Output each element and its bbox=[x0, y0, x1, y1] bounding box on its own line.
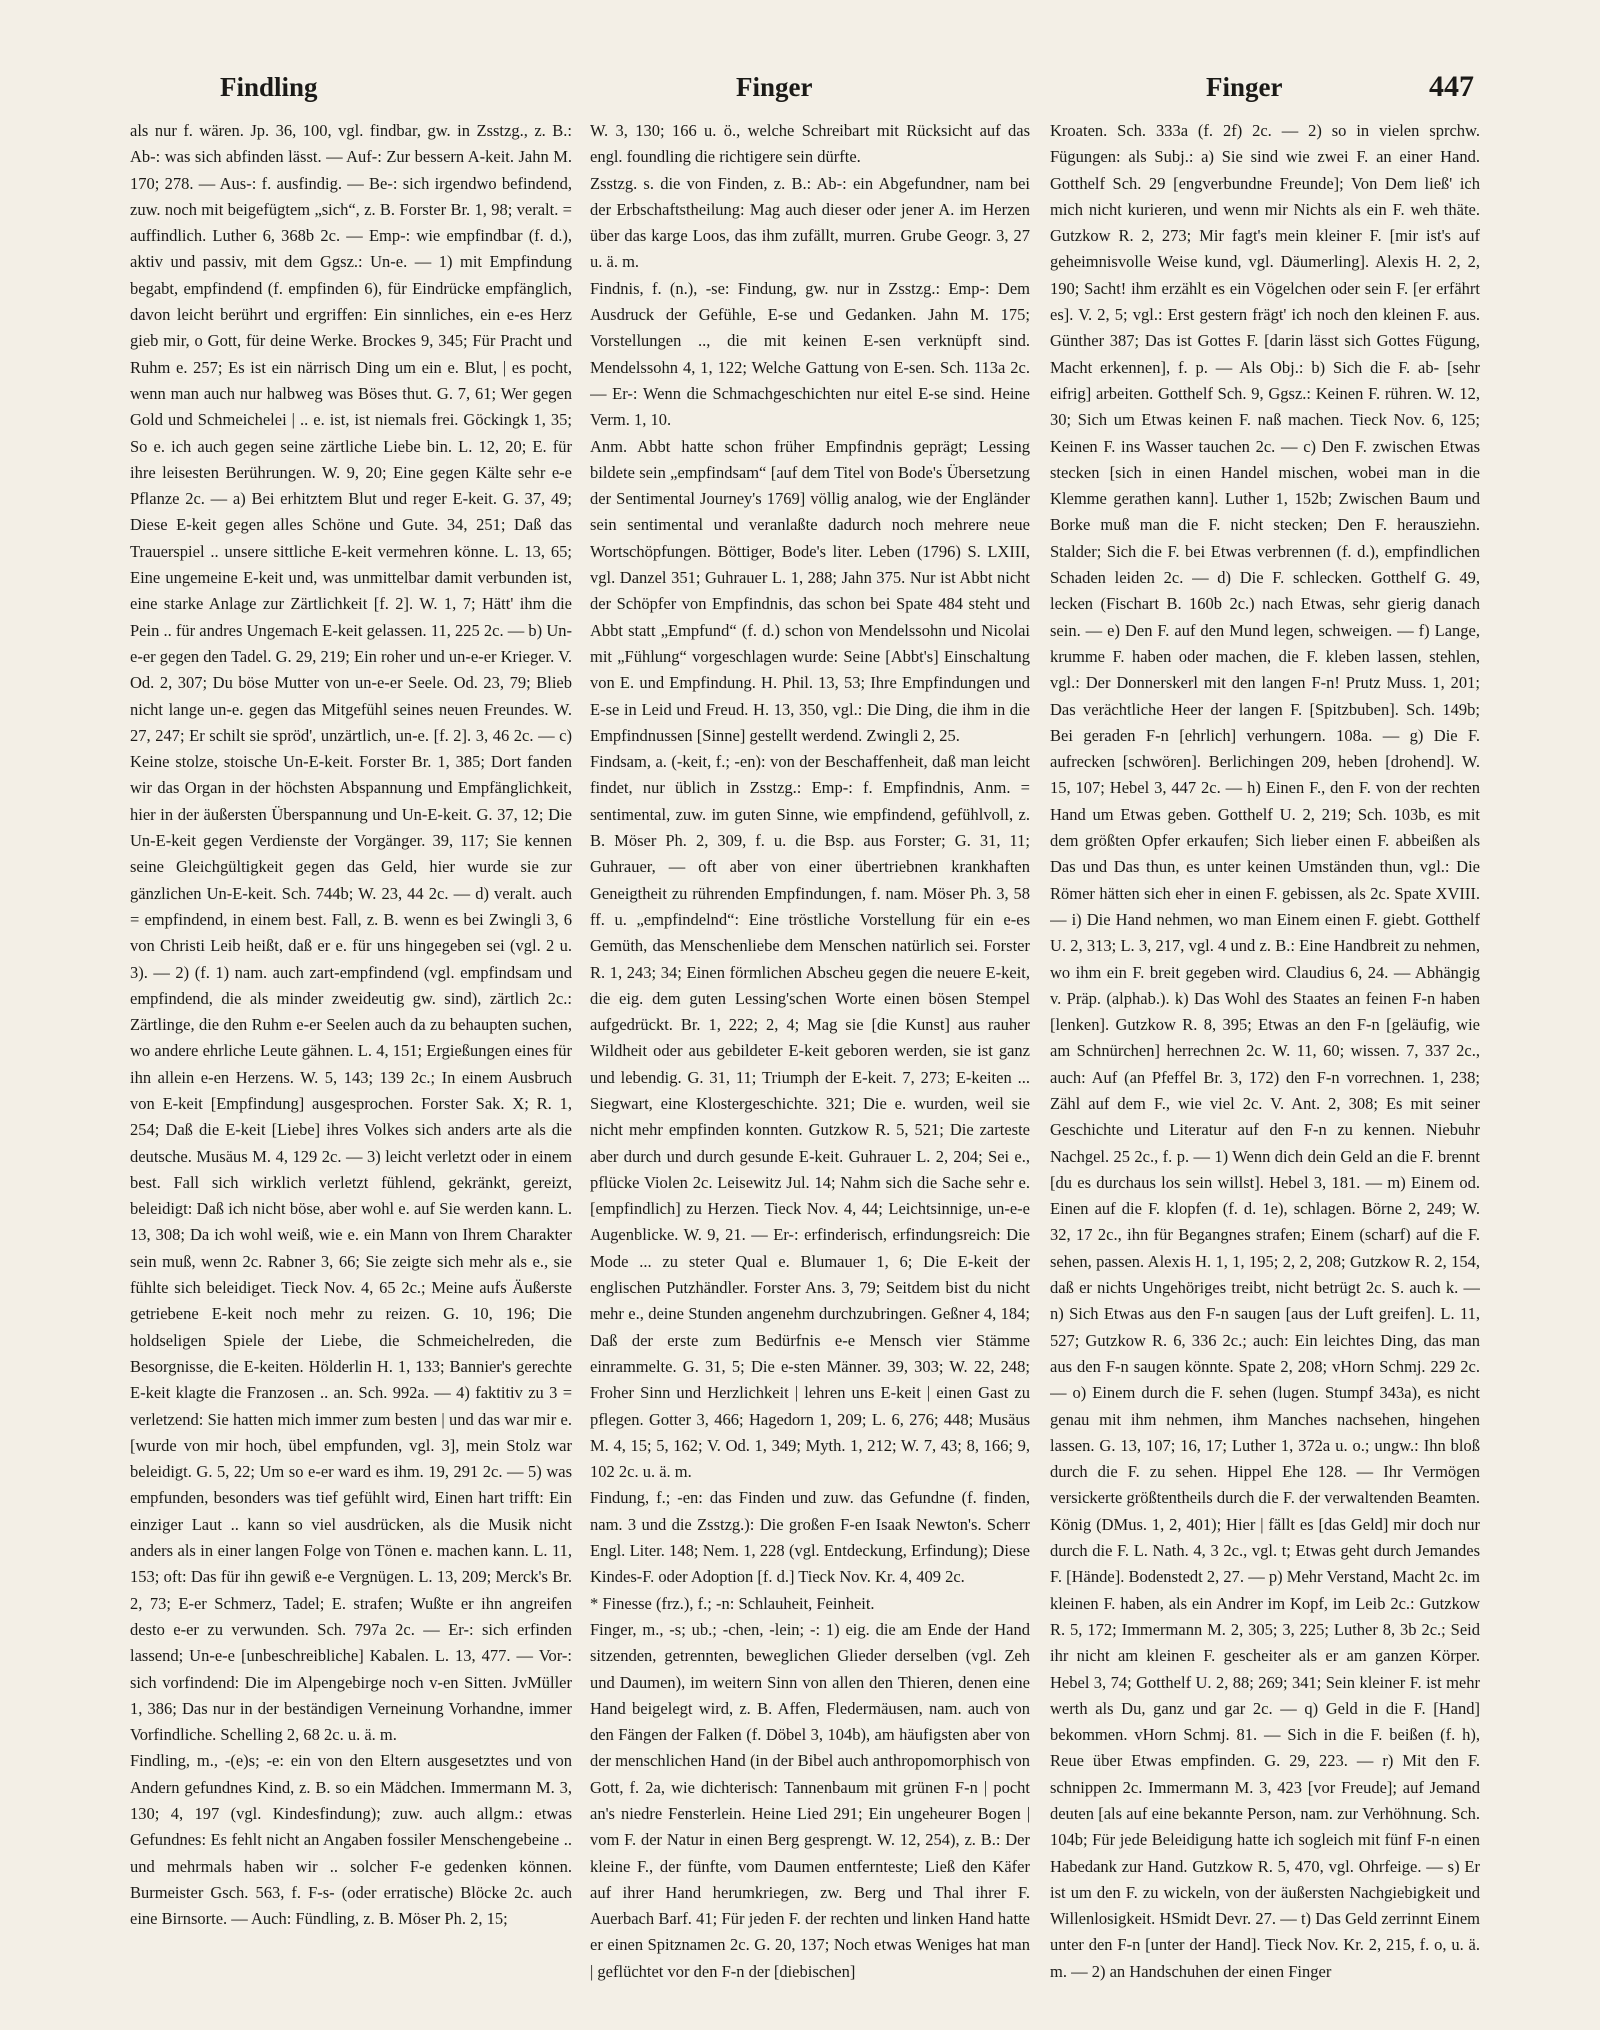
entry-text: als nur f. wären. Jp. 36, 100, vgl. findbar, gw. in Zsstzg., z. B.: Ab-: was sich abfinden lässt. — Auf-: Zur bessern A-keit. Jahn M. 170; 278. — Aus-: f. ausfindig. — Be-: sich irgendwo befindend, zuw. noch mit beigefügtem „sich“, z. B. Forster Br. 1, 98; veralt. = auffindlich. Luther 6, 368b 2c. — Emp-: wie empfindbar (f. d.), aktiv und passiv, mit dem Ggsz.: Un-e. — 1) mit Empfindung begabt, empfindend (f. empfinden 6), für Eindrücke empfänglich, davon leicht berührt und ergriffen: Ein sinnliches, ein e-es Herz gieb mir, o Gott, für deine Werke. Brockes 9, 345; Für Pracht und Ruhm e. 257; Es ist ein närrisch Ding um ein e. Blut, | es pocht, wenn man auch nur halbweg was Böses thut. G. 7, 61; Wer gegen Gold und Schmeichelei | .. e. ist, ist niemals frei. Göckingk 1, 35; So e. ich auch gegen seine zärtliche Liebe bin. L. 12, 20; E. für ihre leisesten Berührungen. W. 9, 20; Eine gegen Kälte sehr e-e Pflanze 2c. — a) Bei erhitztem Blut und reger E-keit. G. 37, 49; Diese E-keit gegen alles Schöne und Gute. 34, 251; Daß das Trauerspiel .. unsere sittliche E-keit vermehren könne. L. 13, 65; Eine ungemeine E-keit und, was unmittelbar damit verbunden ist, eine starke Anlage zur Zärtlichkeit [f. 2]. W. 1, 7; Hätt' ihm die Pein .. für andres Ungemach E-keit gelassen. 11, 225 2c. — b) Un-e-er gegen den Tadel. G. 29, 219; Ein roher und un-e-er Krieger. V. Od. 2, 307; Du böse Mutter von un-e-er Seele. Od. 23, 79; Blieb nicht lange un-e. gegen das Mitgefühl seines neuen Freundes. W. 27, 247; Er schilt sie spröd', unzärtlich, un-e. [f. 2]. 3, 46 2c. — c) Keine stolze, stoische Un-E-keit. Forster Br. 1, 385; Dort fanden wir das Organ in der höchsten Abspannung und Empfänglichkeit, hier in der äußersten Überspannung und Un-E-keit. G. 37, 12; Die Un-E-keit gegen Verdienste der Vorgänger. 39, 117; Sie kennen seine Gleichgültigkeit gegen das Geld, hier wurde sie zur gänzlichen Un-E-keit. Sch. 744b; W. 23, 44 2c. — d) veralt. auch = empfindend, in einem best. Fall, z. B. wenn es bei Zwingli 3, 6 von Christi Leib heißt, daß er e. für uns hingegeben sei (vgl. 2 u. 3). — 2) (f. 1) nam. auch zart-empfindend (vgl. empfindsam und empfindend, die als minder zweideutig gw. sind), zärtlich 2c.: Zärtlinge, die den Ruhm e-er Seelen auch da zu behaupten suchen, wo andere ehrliche Leute gähnen. L. 4, 151; Ergießungen eines für ihn allein e-en Herzens. W. 5, 143; 139 2c.; In einem Ausbruch von E-keit [Empfindung] ausgesprochen. Forster Sak. X; R. 1, 254; Daß die E-keit [Liebe] ihres Volkes sich anders arte als die deutsche. Musäus M. 4, 129 2c. — 3) leicht verletzt oder in einem best. Fall sich wirklich verletzt fühlend, gekränkt, gereizt, beleidigt: Daß ich nicht böse, aber wohl e. auf Sie werden kann. L. 13, 308; Da ich wohl weiß, wie e. ein Mann von Ihrem Charakter sein muß, wenn 2c. Rabner 3, 66; Sie zeigte sich mehr als e., sie fühlte sich beleidiget. Tieck Nov. 4, 65 2c.; Meine aufs Äußerste getriebene E-keit noch mehr zu reizen. G. 10, 196; Die holdseligen Spiele der Liebe, die Schmeichelreden, die Besorgnisse, die E-keiten. Hölderlin H. 1, 133; Bannier's gerechte E-keit klagte die Franzosen .. an. Sch. 992a. — 4) faktitiv zu 3 = verletzend: Sie hatten mich immer zum besten | und das war mir e. [wurde von mir hoch, übel empfunden, vgl. 3], mein Stolz war beleidigt. G. 5, 22; Um so e-er ward es ihm. 19, 291 2c. — 5) was empfunden, besonders was tief gefühlt wird, Einen hart trifft: Ein einziger Laut .. kann so viel ausdrücken, als die Musik nicht anders als in einer langen Folge von Tönen e. machen kann. L. 11, 153; oft: Das für ihn gewiß e-e Vergnügen. L. 13, 209; Merck's Br. 2, 73; E-er Schmerz, Tadel; E. strafen; Wußte er ihn angreifen desto e-er zu verwunden. Sch. 797a 2c. — Er-: sich erfinden lassend; Un-e-e [unbeschreibliche] Kabalen. L. 13, 477. — Vor-: sich vorfindend: Die im Alpengebirge noch v-en Sitten. JvMüller 1, 386; Das nur in der beständigen Verneinung Vorhandne, immer Vorfindliche. Schelling 2, 68 2c. u. ä. m. bbox=[130, 121, 572, 1745]
entry-text: Kroaten. Sch. 333a (f. 2f) 2c. — 2) so in vielen sprchw. Fügungen: als Subj.: a) Sie sind wie zwei F. an einer Hand. Gotthelf Sch. 29 [engverbundne Freunde]; Von Dem ließ' ich mich nicht kurieren, und wenn mir Nichts als ein F. weh thäte. Gutzkow R. 2, 273; Mir fagt's mein kleiner F. [mir ist's auf geheimnisvolle Weise kund, vgl. Däumerling]. Alexis H. 2, 2, 190; Sacht! ihm erzählt es ein Vögelchen oder sein F. [er erfährt es]. V. 2, 5; vgl.: Erst gestern frägt' ich noch den kleinen F. aus. Günther 387; Das ist Gottes F. [darin lässt sich Gottes Fügung, Macht erkennen], f. p. — Als Obj.: b) Sich die F. ab- [sehr eifrig] arbeiten. Gotthelf Sch. 9, Ggsz.: Keinen F. rühren. W. 12, 30; Sich um Etwas keinen F. naß machen. Tieck Nov. 6, 125; Keinen F. ins Wasser tauchen 2c. — c) Den F. zwischen Etwas stecken [sich in einen Handel mischen, wobei man in die Klemme gerathen kann]. Luther 1, 152b; Zwischen Baum und Borke muß man die F. nicht stecken; Den F. herausziehn. Stalder; Sich die F. bei Etwas verbrennen (f. d.), empfindlichen Schaden leiden 2c. — d) Die F. schlecken. Gotthelf G. 49, lecken (Fischart B. 160b 2c.) nach Etwas, sehr gierig danach sein. — e) Den F. auf den Mund legen, schweigen. — f) Lange, krumme F. haben oder machen, die F. kleben lassen, stehlen, vgl.: Der Donnerskerl mit den langen F-n! Prutz Muss. 1, 201; Das verächtliche Heer der langen F. [Spitzbuben]. Sch. 149b; Bei geraden F-n [ehrlich] verhungern. 108a. — g) Die F. aufrecken [schwören]. Berlichingen 209, heben [drohend]. W. 15, 107; Hebel 3, 447 2c. — h) Einen F., den F. von der rechten Hand um Etwas geben. Gotthelf U. 2, 219; Sch. 103b, es mit dem größten Opfer erkaufen; Sich lieber einen F. abbeißen als Das und Das thun, es unter keinen Umständen thun, vgl.: Die Römer hätten sich eher in einen F. gebissen, als 2c. Spate XVIII. — i) Die Hand nehmen, wo man Einem einen F. giebt. Gotthelf U. 2, 313; L. 3, 217, vgl. 4 und z. B.: Eine Handbreit zu nehmen, wo ihm ein F. breit gegeben wird. Claudius 6, 24. — Abhängig v. Präp. (alphab.). k) Das Wohl des Staates an feinen F-n haben [lenken]. Gutzkow R. 8, 395; Etwas an den F-n [geläufig, wie am Schnürchen] herrechnen 2c. W. 11, 60; wissen. 7, 337 2c., auch: Auf (an Pfeffel Br. 3, 172) den F-n vorrechnen. 1, 238; Zähl auf dem F., wie viel 2c. V. Ant. 2, 308; Es mit seiner Geschichte und Literatur auf den F-n zu kennen. Niebuhr Nachgel. 25 2c., f. p. — 1) Wenn dich dein Geld an die F. brennt [du es durchaus los sein willst]. Hebel 3, 181. — m) Einem od. Einen auf die F. klopfen (f. d. 1e), schlagen. Börne 2, 249; W. 32, 17 2c., ihn für Begangnes strafen; Einem (scharf) auf die F. sehen, passen. Alexis H. 1, 1, 195; 2, 2, 208; Gutzkow R. 2, 154, daß er nichts Ungehöriges treibt, nicht betrügt 2c. S. auch k. — n) Sich Etwas aus den F-n saugen [aus der Luft greifen]. L. 11, 527; Gutzkow R. 6, 336 2c.; auch: Ein leichtes Ding, das man aus den F-n saugen könnte. Spate 2, 208; vHorn Schmj. 229 2c. — o) Einem durch die F. sehen (lugen. Stumpf 343a), es nicht genau mit ihm nehmen, ihm Manches nachsehen, hingehen lassen. G. 13, 107; 16, 17; Luther 1, 372a u. o.; ungw.: Ihn bloß durch die F. zu sehen. Hippel Ehe 128. — Ihr Vermögen versickerte größtentheils durch die F. der verwaltenden Beamten. König (DMus. 1, 2, 401); Hier | fällt es [das Geld] mir doch nur durch die F. L. Nath. 4, 3 2c., vgl. t; Etwas geht durch Jemandes F. [Hände]. Bodenstedt 2, 27. — p) Mehr Verstand, Macht 2c. im kleinen F. haben, als ein Andrer im Kopf, im Leib 2c.: Gutzkow R. 5, 172; Immermann M. 2, 305; 3, 225; Luther 8, 3b 2c.; Seid ihr nicht am kleinen F. gescheiter als er am ganzen Körper. Hebel 3, 74; Gotthelf U. 2, 88; 269; 341; Sein kleiner F. ist mehr werth als Du, ganz und gar 2c. — q) Geld in die F. [Hand] bekommen. vHorn Schmj. 81. — Sich in die F. beißen (f. h), Reue über Etwas empfinden. G. 29, 223. — r) Mit den F. schnippen 2c. Immermann M. 3, 423 [vor Freude]; auf Jemand deuten [als auf eine bekannte Person, nam. zur Verhöhnung. Sch. 104b; Für jede Beleidigung hatte ich sogleich mit fünf F-n einen Habedank zur Hand. Gutzkow R. 5, 470, vgl. Ohrfeige. — s) Er ist um den F. zu wickeln, von der äußersten Nachgiebigkeit und Willenlosigkeit. HSmidt Devr. 27. — t) Das Geld zerrinnt Einem unter den F-n [unter der Hand]. Tieck Nov. Kr. 2, 215, f. o, u. ä. m. — 2) an Handschuhen der einen Finger bbox=[1050, 121, 1480, 1981]
running-head-left: Findling bbox=[220, 72, 318, 102]
entry-findnis: Findnis, f. (n.), -se: Findung, gw. nur in Zsstzg.: Emp-: Dem Ausdruck der Gefühle, E-se und Gedanken. Jahn M. 175; Vorstellungen .., die mit keinen E-sen verknüpft sind. Mendelssohn 4, 1, 122; Welche Gattung von E-sen. Sch. 113a 2c. — Er-: Wenn die Schmachgeschichten nur eitel E-se sind. Heine Verm. 1, 10. bbox=[590, 278, 1030, 430]
column-2 bbox=[590, 118, 1030, 1998]
running-head-middle: Finger bbox=[736, 72, 813, 102]
page-number: 447 bbox=[1429, 70, 1474, 103]
page-header bbox=[134, 70, 1474, 110]
entry-findling: Findling, m., -(e)s; -e: ein von den Eltern ausgesetztes und von Andern gefundnes Kind, z. B. so ein Mädchen. Immermann M. 3, 130; 4, 197 (vgl. Kindesfindung); zuw. auch allgm.: etwas Gefundnes: Es fehlt nicht an Angaben fossiler Menschengebeine .. und mehrmals haben wir .. solcher F-e gedenken können. Burmeister Gsch. 563, f. F-s- (oder erratische) Blöcke 2c. auch eine Birnsorte. — Auch: Fündling, z. B. Möser Ph. 2, 15; bbox=[130, 1751, 572, 1929]
entry-finger: Finger, m., -s; ub.; -chen, -lein; -: 1) eig. die am Ende der Hand sitzenden, getrennten, beweglichen Glieder derselben (vgl. Zeh und Daumen), im weitern Sinn von allen den Thieren, denen eine Hand beigelegt wird, z. B. Affen, Fledermäusen, nam. auch von den Fängen der Falken (f. Döbel 3, 104b), am häufigsten aber von der menschlichen Hand (in der Bibel auch anthropomorphisch von Gott, f. 2a, wie dichterisch: Tannenbaum mit grünen F-n | pocht an's niedre Fensterlein. Heine Lied 291; Ein ungeheurer Bogen | vom F. der Natur in einen Berg gesprengt. W. 12, 254), z. B.: Der kleine F., der fünfte, vom Daumen entfernteste; Ließ den Käfer auf ihrer Hand herumkriegen, zw. Berg und Thal ihrer F. Auerbach Barf. 41; Für jeden F. der rechten und linken Hand hatte er einen Spitznamen 2c. G. 20, 137; Noch etwas Weniges hat man | geflüchtet vor den F-n der [diebischen] bbox=[590, 1619, 1030, 1981]
entry-finesse: * Finesse (frz.), f.; -n: Schlauheit, Feinheit. bbox=[590, 1593, 875, 1613]
entry-findung: Findung, f.; -en: das Finden und zuw. das Gefundne (f. finden, nam. 3 und die Zsstzg.): Die großen F-en Isaak Newton's. Scherr Engl. Liter. 148; Nem. 1, 228 (vgl. Entdeckung, Erfindung); Diese Kindes-F. oder Adoption [f. d.] Tieck Nov. Kr. 4, 409 2c. bbox=[590, 1488, 1030, 1587]
entry-text: Zsstzg. s. die von Finden, z. B.: Ab-: ein Abgefundner, nam bei der Erbschaftstheilung: Mag auch dieser oder jener A. im Herzen über das karge Loos, das ihm zufällt, murren. Grube Geogr. 3, 27 u. ä. m. bbox=[590, 173, 1030, 272]
entry-text: W. 3, 130; 166 u. ö., welche Schreibart mit Rücksicht auf das engl. foundling die richtigere sein dürfte. bbox=[590, 121, 1030, 167]
running-head-right: Finger bbox=[1206, 72, 1283, 102]
entry-note: Anm. Abbt hatte schon früher Empfindnis geprägt; Lessing bildete sein „empfindsam“ [auf dem Titel von Bode's Übersetzung der Sentimental Journey's 1769] völlig analog, wie der Engländer sein sentimental und veranlaßte dadurch noch mehrere neue Wortschöpfungen. Böttiger, Bode's liter. Leben (1796) S. LXIII, vgl. Danzel 351; Guhrauer L. 1, 288; Jahn 375. Nur ist Abbt nicht der Schöpfer von Empfindnis, das schon bei Spate 484 steht und Abbt statt „Empfund“ (f. d.) schon von Mendelssohn und Nicolai mit „Fühlung“ vorgeschlagen wurde: Seine [Abbt's] Einschaltung von E. und Empfindung. H. Phil. 13, 53; Ihre Empfindungen und E-se in Leid und Freud. H. 13, 350, vgl.: Die Ding, die ihm in die Empfindnussen [Sinne] gestellt werdend. Zwingli 2, 25. bbox=[590, 436, 1030, 745]
entry-findsam: Findsam, a. (-keit, f.; -en): von der Beschaffenheit, daß man leicht findet, nur üblich in Zsstzg.: Emp-: f. Empfindnis, Anm. = sentimental, zuw. im guten Sinne, wie empfindend, gefühlvoll, z. B. Möser Ph. 2, 309, f. u. die Bsp. aus Forster; G. 31, 11; Guhrauer, — oft aber von einer übertriebnen krankhaften Geneigtheit zu rührenden Empfindungen, f. nam. Möser Ph. 3, 58 ff. u. „empfindelnd“: Eine tröstliche Vorstellung für ein e-es Gemüth, das Menschenliebe dem Menschen natürlich sei. Forster R. 1, 243; 34; Einen förmlichen Abscheu gegen die neuere E-keit, die eig. dem guten Lessing'schen Worte einen bösen Stempel aufgedrückt. Br. 1, 222; 2, 4; Mag sie [die Kunst] aus rauher Wildheit oder aus gebildeter E-keit geboren werden, sie ist ganz und lebendig. G. 31, 11; Triumph der E-keit. 7, 273; E-keiten ... Siegwart, eine Klostergeschichte. 321; Die e. wurden, weil sie nicht mehr empfinden konnten. Gutzkow R. 5, 521; Die zarteste aber durch und durch gesunde E-keit. Guhrauer L. 2, 204; Sei e., pflücke Violen 2c. Leisewitz Jul. 14; Nahm sich die Sache sehr e. [empfindlich] zu Herzen. Tieck Nov. 4, 44; Leichtsinnige, un-e-e Augenblicke. W. 9, 21. — Er-: erfinderisch, erfindungsreich: Die Mode ... zu steter Qual e. Blumauer 1, 6; Die E-keit der englischen Putzhändler. Forster Ans. 3, 79; Seitdem bist du nicht mehr e., deine Stunden angenehm durchzubringen. Geßner 4, 184; Daß der erste zum Bedürfnis e-e Mensch vier Stämme einrammelte. G. 31, 5; Die e-sten Männer. 39, 303; W. 22, 248; Froher Sinn und Herzlichkeit | lehren uns E-keit | einen Gast zu pflegen. Gotter 3, 466; Hagedorn 1, 209; L. 6, 276; 448; Musäus M. 4, 15; 5, 162; V. Od. 1, 349; Myth. 1, 212; W. 7, 43; 8, 166; 9, 102 2c. u. ä. m. bbox=[590, 752, 1030, 1482]
column-1 bbox=[130, 118, 572, 1998]
column-3 bbox=[1050, 118, 1480, 1998]
